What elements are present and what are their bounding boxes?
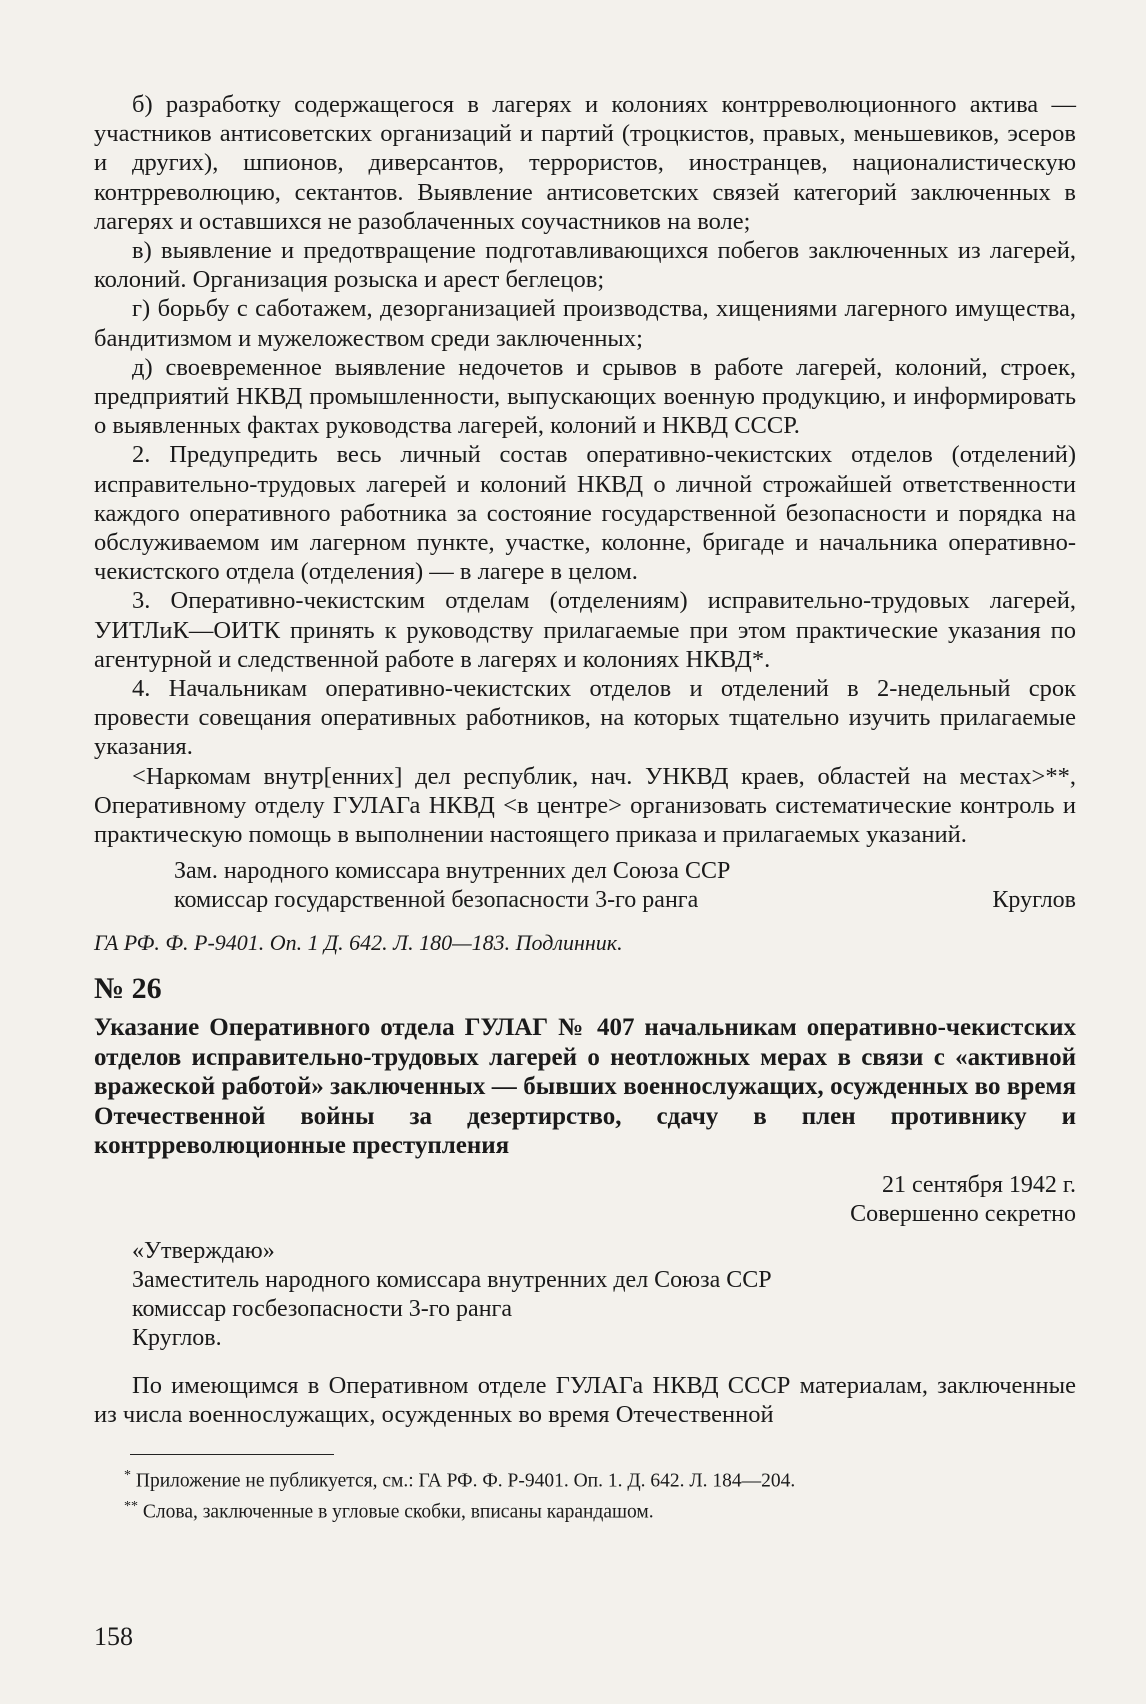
paragraph-2: 2. Предупредить весь личный состав оперативно-чекистских отделов (отделений) исправительно-трудовых лагерей и колоний НКВД о личной строжайшей ответственности каждого оперативного работника за состояние государственной безопасности и порядка на обслуживаемом им лагерном пункте, участке, колонне, бригаде и начальника оперативно-чекистского отдела (отделения) — в лагере в целом.	[94, 441, 1076, 586]
document-number: № 26	[94, 972, 162, 1006]
signature-block	[94, 857, 1076, 915]
paragraph-narkom: <Наркомам внутр[енних] дел республик, нач. УНКВД краев, областей на местах>**, Оперативному отделу ГУЛАГа НКВД <в центре> организовать систематические контроль и практическую помощь в выполнении настоящего приказа и прилагаемых указаний.	[94, 762, 1076, 849]
approval-block	[94, 1237, 1076, 1353]
paragraph-4: 4. Начальникам оперативно-чекистских отделов и отделений в 2-недельный срок провести совещания оперативных работников, на которых тщательно изучить прилагаемые указания.	[94, 675, 1076, 761]
intro-paragraph: По имеющимся в Оперативном отделе ГУЛАГа НКВД СССР материалам, заключенные из числа военнослужащих, осужденных во время Отечественной	[94, 1371, 1076, 1428]
classification-stamp: Совершенно секретно	[850, 1200, 1076, 1227]
footnote-1	[124, 1463, 1076, 1495]
approval-name: Круглов.	[132, 1324, 222, 1351]
archive-reference: ГА РФ. Ф. Р-9401. Оп. 1 Д. 642. Л. 180—183. Подлинник.	[94, 930, 623, 956]
footnote-text: Слова, заключенные в угловые скобки, вписаны карандашом.	[142, 1501, 654, 1523]
signature-title: Зам. народного комиссара внутренних дел Союза ССР	[174, 858, 731, 885]
approval-position: Заместитель народного комиссара внутренних дел Союза ССР	[132, 1266, 772, 1293]
signature-name: Круглов	[992, 887, 1076, 914]
footnote-2	[124, 1494, 1076, 1526]
page-number: 158	[94, 1622, 133, 1651]
document-date: 21 сентября 1942 г.	[881, 1171, 1076, 1198]
paragraph-d: д) своевременное выявление недочетов и срывов в работе лагерей, колоний, строек, предприятий НКВД промышленности, выпускающих военную продукцию, и информировать о выявленных фактах руководства лагерей, колоний и НКВД СССР.	[94, 353, 1076, 440]
footnote-mark: **	[124, 1499, 138, 1515]
footnote-mark: *	[124, 1467, 131, 1483]
signature-row	[174, 886, 1076, 915]
paragraph-g: г) борьбу с саботажем, дезорганизацией производства, хищениями лагерного имущества, бандитизмом и мужеложеством среди заключенных;	[94, 295, 1076, 352]
paragraph-b: б) разработку содержащегося в лагерях и колониях контрреволюционного актива — участников антисоветских организаций и партий (троцкистов, правых, меньшевиков, эсеров и других), шпионов, диверсантов, террористов, иностранцев, националистическую контрреволюцию, сектантов. Выявление антисоветских связей категорий заключенных в лагерях и оставшихся не разоблаченных соучастников на воле;	[94, 91, 1076, 235]
paragraph-3: 3. Оперативно-чекистским отделам (отделениям) исправительно-трудовых лагерей, УИТЛиК—ОИТК принять к руководству прилагаемые при этом практические указания по агентурной и следственной работе в лагерях и колониях НКВД*.	[94, 587, 1076, 673]
signature-rank: комиссар государственной безопасности 3-го ранга	[174, 887, 699, 914]
approval-heading: «Утверждаю»	[132, 1237, 275, 1264]
paragraph-v: в) выявление и предотвращение подготавливающихся побегов заключенных из лагерей, колоний. Организация розыска и арест беглецов;	[94, 237, 1076, 294]
footnotes	[94, 1463, 1076, 1526]
approval-rank: комиссар госбезопасности 3-го ранга	[132, 1295, 513, 1322]
footnote-text: Приложение не публикуется, см.: ГА РФ. Ф. Р-9401. Оп. 1. Д. 642. Л. 184—204.	[135, 1470, 796, 1492]
footnote-divider	[130, 1454, 334, 1455]
document-title: Указание Оперативного отдела ГУЛАГ № 407 начальникам оперативно-чекистских отделов исправительно-трудовых лагерей о неотложных мерах в связи с «активной вражеской работой» заключенных — бывших военнослужащих, осужденных во время Отечественной войны за дезертирство, сдачу в плен противнику и контрреволюционные преступления	[94, 1014, 1076, 1160]
main-text	[94, 90, 1076, 849]
